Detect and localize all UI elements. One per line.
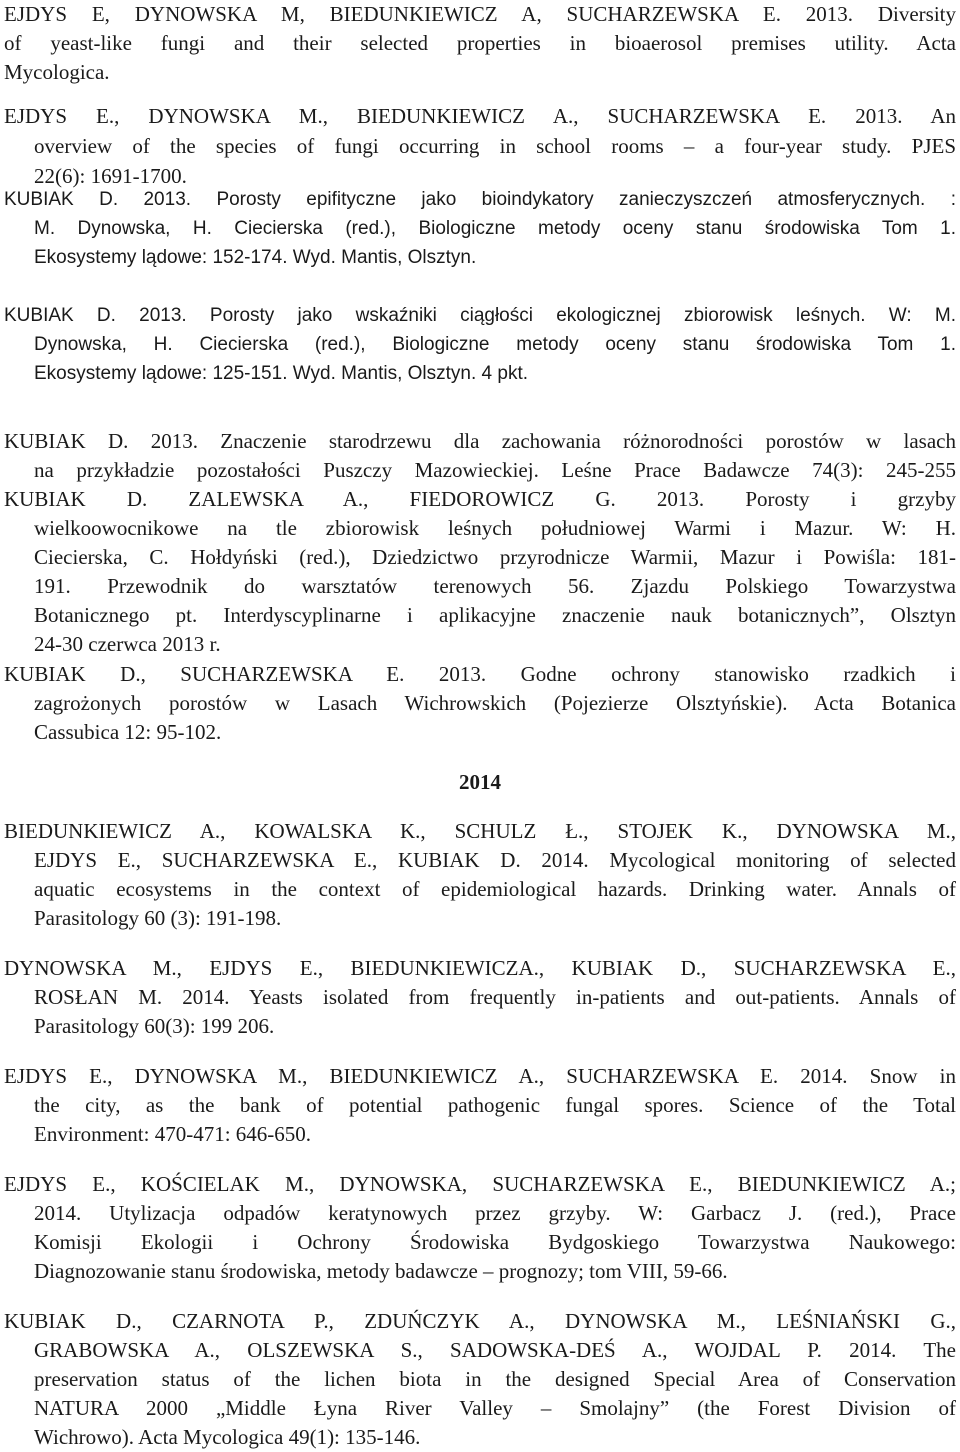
reference-line: aquatic ecosystems in the context of epidemiological hazards. Drinking water. Annals of — [34, 877, 956, 901]
reference-line: Parasitology 60(3): 199 206. — [34, 1014, 275, 1038]
reference-line: KUBIAK D. 2013. Znaczenie starodrzewu dla zachowania różnorodności porostów w lasach — [4, 429, 956, 453]
reference-line: Environment: 470-471: 646-650. — [34, 1122, 312, 1146]
reference-line: NATURA 2000 „Middle Łyna River Valley – Smolajny” (the Forest Division of — [34, 1396, 956, 1420]
reference-line: KUBIAK D., CZARNOTA P., ZDUŃCZYK A., DYNOWSKA M., LEŚNIAŃSKI G., — [4, 1309, 956, 1333]
reference-line: KUBIAK D. ZALEWSKA A., FIEDOROWICZ G. 2013. Porosty i grzyby — [4, 487, 956, 511]
reference-line: KUBIAK D., SUCHARZEWSKA E. 2013. Godne ochrony stanowisko rzadkich i — [4, 662, 956, 686]
reference-line: Wichrowo). Acta Mycologica 49(1): 135-146. — [34, 1425, 421, 1449]
reference-line: Ekosystemy lądowe: 152-174. Wyd. Mantis, Olsztyn. — [34, 247, 477, 268]
reference-line: preservation status of the lichen biota in the designed Special Area of Conservation — [34, 1367, 956, 1391]
reference-line: BIEDUNKIEWICZ A., KOWALSKA K., SCHULZ Ł., STOJEK K., DYNOWSKA M., — [4, 819, 956, 843]
reference-line: 2014. Utylizacja odpadów keratynowych przez grzyby. W: Garbacz J. (red.), Prace — [34, 1201, 956, 1225]
reference-line: 22(6): 1691-1700. — [34, 164, 187, 188]
reference-line: 191. Przewodnik do warsztatów terenowych 56. Zjazdu Polskiego Towarzystwa — [34, 574, 956, 598]
reference-line: na przykładzie pozostałości Puszczy Mazowieckiej. Leśne Prace Badawcze 74(3): 245-255 — [34, 458, 956, 482]
reference-line: Diagnozowanie stanu środowiska, metody badawcze – prognozy; tom VIII, 59-66. — [34, 1259, 728, 1283]
reference-line: ROSŁAN M. 2014. Yeasts isolated from frequently in-patients and out-patients. Annals of — [34, 985, 956, 1009]
reference-line: KUBIAK D. 2013. Porosty jako wskaźniki ciągłości ekologicznej zbiorowisk leśnych. W: M. — [4, 305, 956, 326]
reference-line: EJDYS E., SUCHARZEWSKA E., KUBIAK D. 2014. Mycological monitoring of selected — [34, 848, 956, 872]
reference-line: M. Dynowska, H. Ciecierska (red.), Biologiczne metody oceny stanu środowiska Tom 1. — [34, 218, 956, 239]
reference-line: the city, as the bank of potential pathogenic fungal spores. Science of the Total — [34, 1093, 956, 1117]
reference-line: EJDYS E., DYNOWSKA M., BIEDUNKIEWICZ A., SUCHARZEWSKA E. 2014. Snow in — [4, 1064, 956, 1088]
reference-line: of yeast-like fungi and their selected properties in bioaerosol premises utility. Acta — [4, 31, 956, 55]
reference-line: zagrożonych porostów w Lasach Wichrowskich (Pojezierze Olsztyńskie). Acta Botanica — [34, 691, 956, 715]
reference-line: EJDYS E., KOŚCIELAK M., DYNOWSKA, SUCHARZEWSKA E., BIEDUNKIEWICZ A.; — [4, 1172, 956, 1196]
reference-line: Ciecierska, C. Hołdyński (red.), Dziedzictwo przyrodnicze Warmii, Mazur i Powiśla: 181- — [34, 545, 956, 569]
reference-line: EJDYS E, DYNOWSKA M, BIEDUNKIEWICZ A, SUCHARZEWSKA E. 2013. Diversity — [4, 2, 956, 26]
reference-line: Ekosystemy lądowe: 125-151. Wyd. Mantis, Olsztyn. 4 pkt. — [34, 363, 529, 384]
reference-line: wielkoowocnikowe na tle zbiorowisk leśnych południowej Warmi i Mazur. W: H. — [34, 516, 956, 540]
reference-line: Parasitology 60 (3): 191-198. — [34, 906, 282, 930]
reference-line: GRABOWSKA A., OLSZEWSKA S., SADOWSKA-DEŚ A., WOJDAL P. 2014. The — [34, 1338, 956, 1362]
reference-line: DYNOWSKA M., EJDYS E., BIEDUNKIEWICZA., KUBIAK D., SUCHARZEWSKA E., — [4, 956, 956, 980]
reference-line: 24-30 czerwca 2013 r. — [34, 632, 221, 656]
reference-line: Mycologica. — [4, 60, 110, 84]
reference-line: Dynowska, H. Ciecierska (red.), Biologiczne metody oceny stanu środowiska Tom 1. — [34, 334, 956, 355]
reference-line: Botanicznego pt. Interdyscyplinarne i aplikacyjne znaczenie nauk botanicznych”, Olsztyn — [34, 603, 956, 627]
year-heading: 2014 — [459, 770, 501, 794]
reference-line: overview of the species of fungi occurring in school rooms – a four-year study. PJES — [34, 134, 956, 158]
reference-line: Cassubica 12: 95-102. — [34, 720, 222, 744]
reference-line: Komisji Ekologii i Ochrony Środowiska Bydgoskiego Towarzystwa Naukowego: — [34, 1230, 956, 1254]
reference-line: EJDYS E., DYNOWSKA M., BIEDUNKIEWICZ A., SUCHARZEWSKA E. 2013. An — [4, 104, 956, 128]
reference-line: KUBIAK D. 2013. Porosty epifityczne jako bioindykatory zanieczyszczeń atmosferycznych. : — [4, 189, 956, 210]
